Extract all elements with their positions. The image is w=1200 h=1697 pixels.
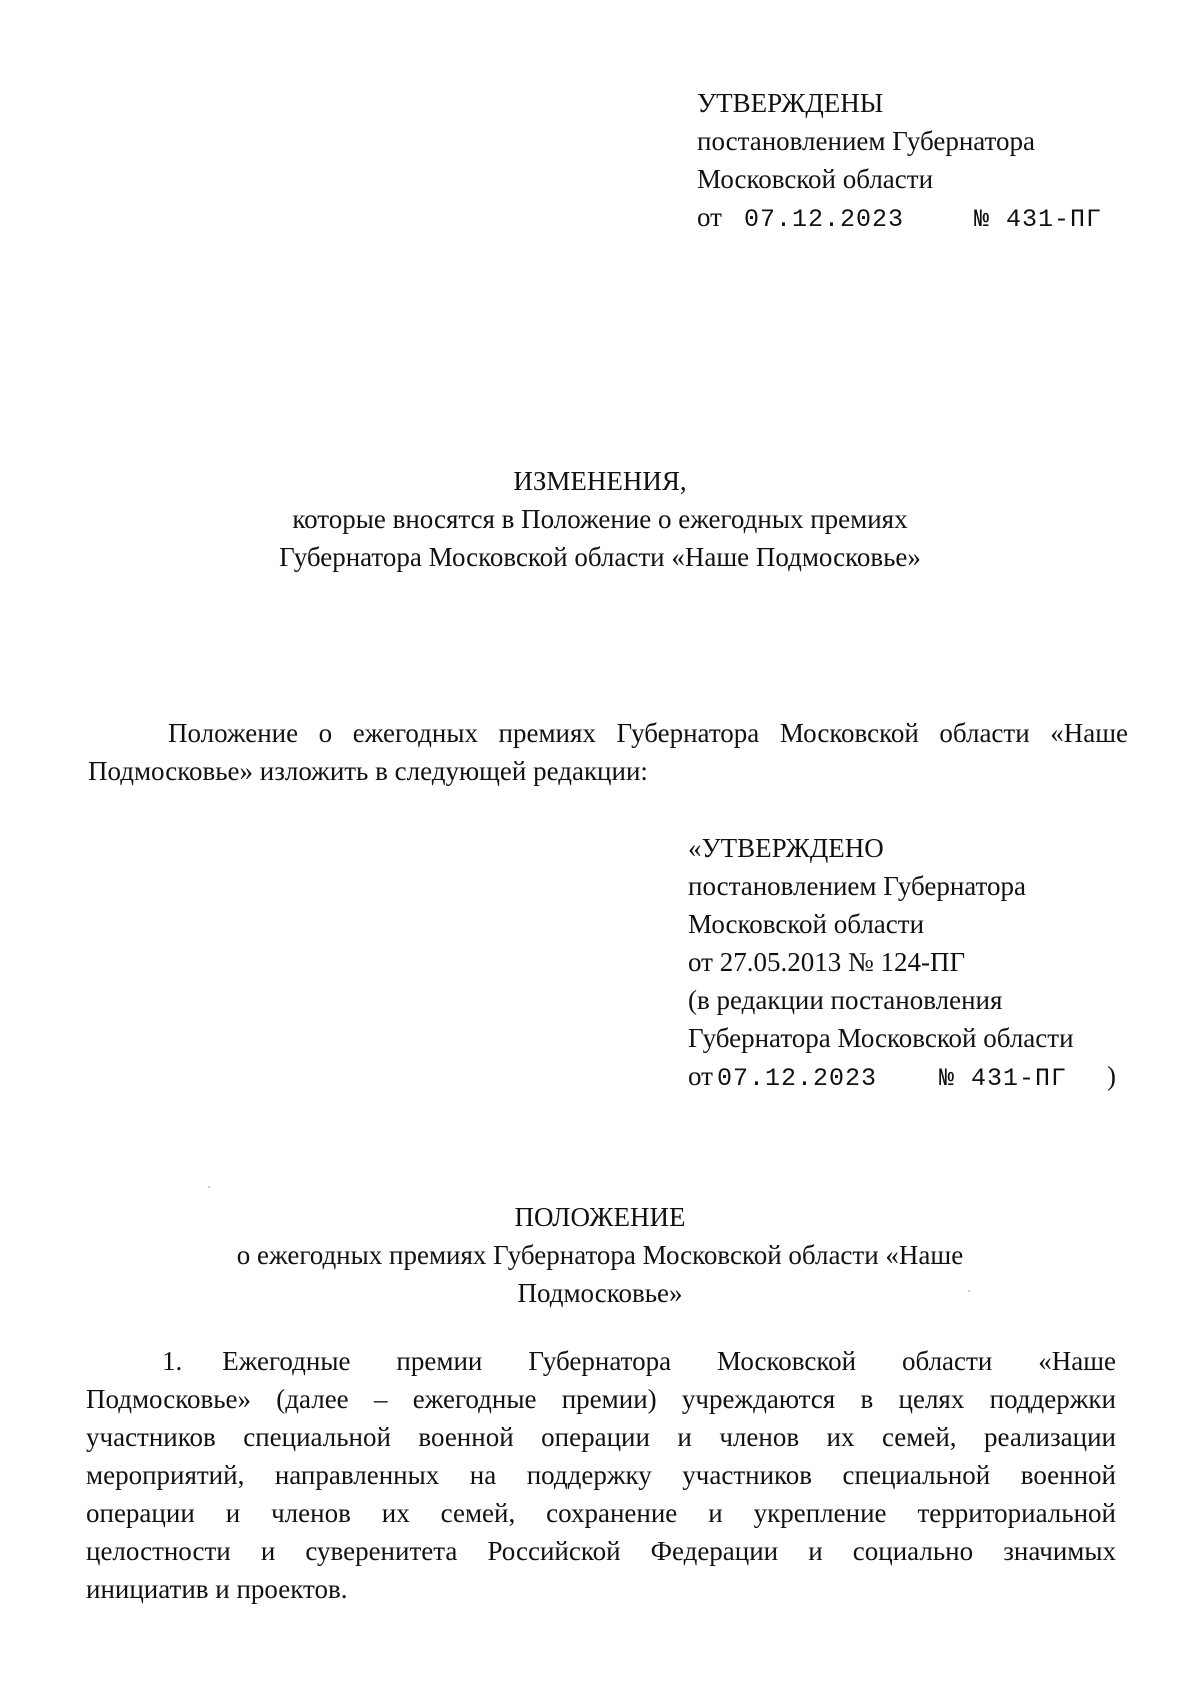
approval-heading: УТВЕРЖДЕНЫ: [697, 88, 884, 118]
changes-title: [0, 462, 1200, 576]
changes-heading: ИЗМЕНЕНИЯ,: [513, 466, 687, 496]
approval-date: 07.12.2023: [743, 205, 904, 234]
approval-stamp: [697, 84, 1102, 239]
approved-date-prefix: от: [688, 1061, 713, 1091]
section-1-line-1-text: Ежегодные премии Губернатора Московской области «Наше: [222, 1346, 1116, 1376]
approved-number: № 431-ПГ: [938, 1064, 1068, 1093]
scan-speck: [208, 1186, 210, 1188]
scan-speck: [968, 1290, 970, 1292]
approved-line-2: Московской области: [688, 909, 925, 939]
section-1-line-2: Подмосковье» (далее – ежегодные премии) учреждаются в целях поддержки: [86, 1384, 1116, 1414]
approved-date-line: [688, 1057, 1116, 1098]
section-1-line-6: целостности и суверенитета Российской Федерации и социально значимых: [86, 1536, 1116, 1566]
section-1-last-line: инициатив и проектов.: [86, 1574, 348, 1604]
approval-line-1: постановлением Губернатора: [697, 126, 1035, 156]
approval-date-prefix: от: [697, 202, 722, 232]
regulation-line-1: о ежегодных премиях Губернатора Московской области «Наше: [236, 1240, 964, 1270]
intro-line-2: Подмосковье» изложить в следующей редакции:: [88, 756, 648, 786]
section-1-line-1: [86, 1342, 1116, 1380]
approved-closing: ): [1107, 1061, 1117, 1091]
approval-line-2: Московской области: [697, 164, 934, 194]
changes-line-1: которые вносятся в Положение о ежегодных премиях: [292, 504, 908, 534]
approved-line-3: от 27.05.2013 № 124-ПГ: [688, 947, 966, 977]
approved-line-1: постановлением Губернатора: [688, 871, 1026, 901]
section-1-line-3: участников специальной военной операции и членов их семей, реализации: [86, 1422, 1116, 1452]
section-1-line-5: операции и членов их семей, сохранение и укрепление территориальной: [86, 1498, 1116, 1528]
regulation-title: [0, 1198, 1200, 1312]
approved-date: 07.12.2023: [716, 1064, 877, 1093]
approved-line-5: Губернатора Московской области: [688, 1023, 1074, 1053]
approval-number: № 431-ПГ: [973, 205, 1103, 234]
approved-line-4: (в редакции постановления: [688, 985, 1003, 1015]
regulation-line-2: Подмосковье»: [517, 1278, 683, 1308]
intro-paragraph: [88, 714, 1128, 790]
changes-line-2: Губернатора Московской области «Наше Подмосковье»: [279, 542, 921, 572]
intro-line-1: Положение о ежегодных премиях Губернатора Московской области «Наше: [168, 718, 1128, 748]
approval-date-line: [697, 198, 1102, 239]
section-1-number: 1.: [162, 1346, 183, 1376]
section-1-paragraph: [86, 1342, 1116, 1608]
approved-heading: «УТВЕРЖДЕНО: [688, 833, 884, 863]
section-1-line-4: мероприятий, направленных на поддержку участников специальной военной: [86, 1460, 1116, 1490]
approved-stamp: [688, 829, 1116, 1098]
regulation-heading: ПОЛОЖЕНИЕ: [514, 1202, 686, 1232]
